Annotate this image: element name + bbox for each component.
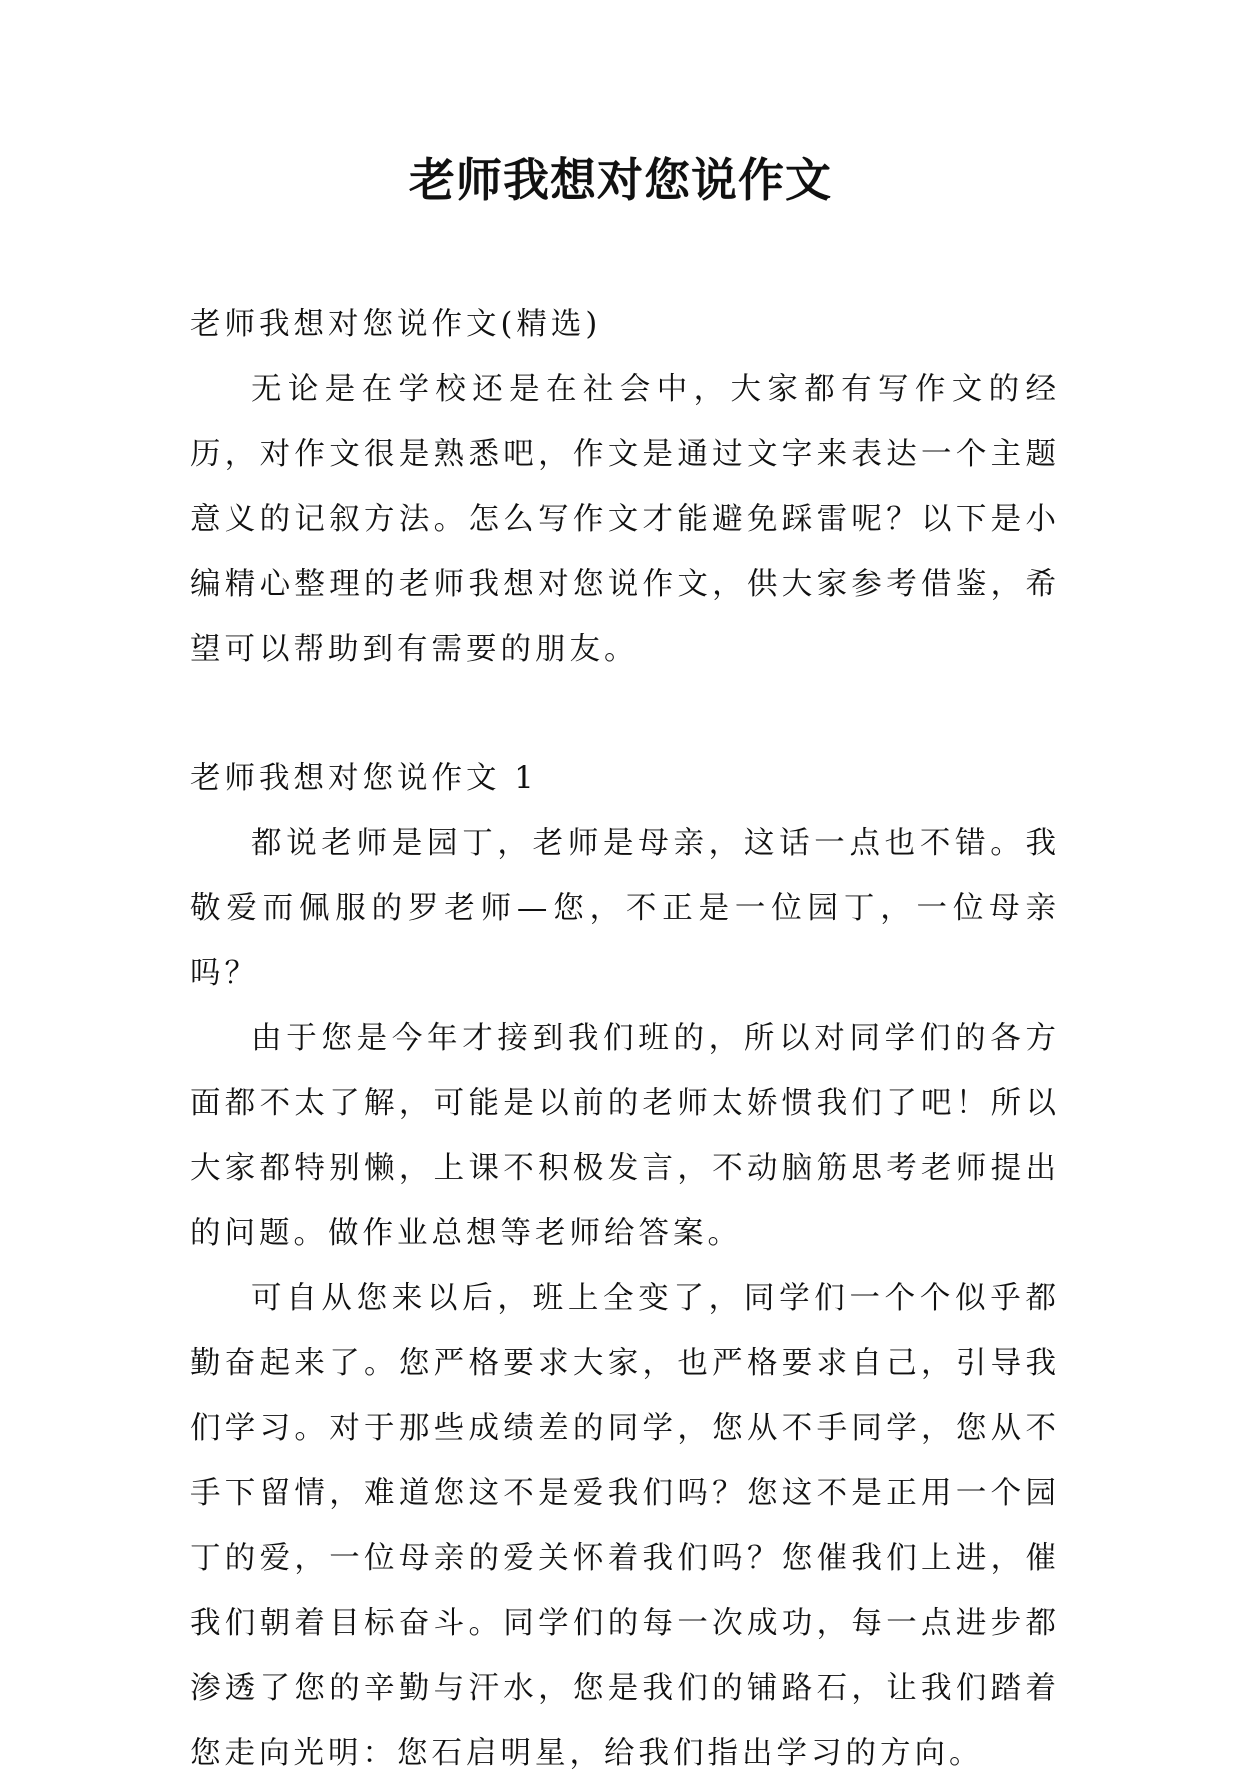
document-body [190, 292, 1060, 1786]
section-paragraph-2: 由于您是今年才接到我们班的，所以对同学们的各方面都不太了解，可能是以前的老师太娇惯我们了吧！所以大家都特别懒，上课不积极发言，不动脑筋思考老师提出的问题。做作业总想等老师给答案。 [190, 1021, 1060, 1251]
document-title: 老师我想对您说作文 [409, 153, 832, 207]
section-heading: 老师我想对您说作文 1 [190, 761, 538, 796]
section-paragraph-1: 都说老师是园丁，老师是母亲，这话一点也不错。我敬爱而佩服的罗老师—您，不正是一位园丁，一位母亲吗？ [190, 826, 1060, 991]
section-spacer [190, 682, 1060, 746]
section-paragraph-3: 可自从您来以后，班上全变了，同学们一个个似乎都勤奋起来了。您严格要求大家，也严格要求自己，引导我们学习。对于那些成绩差的同学，您从不手同学，您从不手下留情，难道您这不是爱我们吗？您这不是正用一个园丁的爱，一位母亲的爱关怀着我们吗？您催我们上进，催我们朝着目标奋斗。同学们的每一次成功，每一点进步都渗透了您的辛勤与汗水，您是我们的铺路石，让我们踏着您走向光明：您石启明星，给我们指出学习的方向。 [190, 1281, 1060, 1771]
document-subtitle: 老师我想对您说作文(精选) [190, 307, 602, 342]
intro-paragraph: 无论是在学校还是在社会中，大家都有写作文的经历，对作文很是熟悉吧，作文是通过文字来表达一个主题意义的记叙方法。怎么写作文才能避免踩雷呢？以下是小编精心整理的老师我想对您说作文，供大家参考借鉴，希望可以帮助到有需要的朋友。 [190, 372, 1060, 667]
